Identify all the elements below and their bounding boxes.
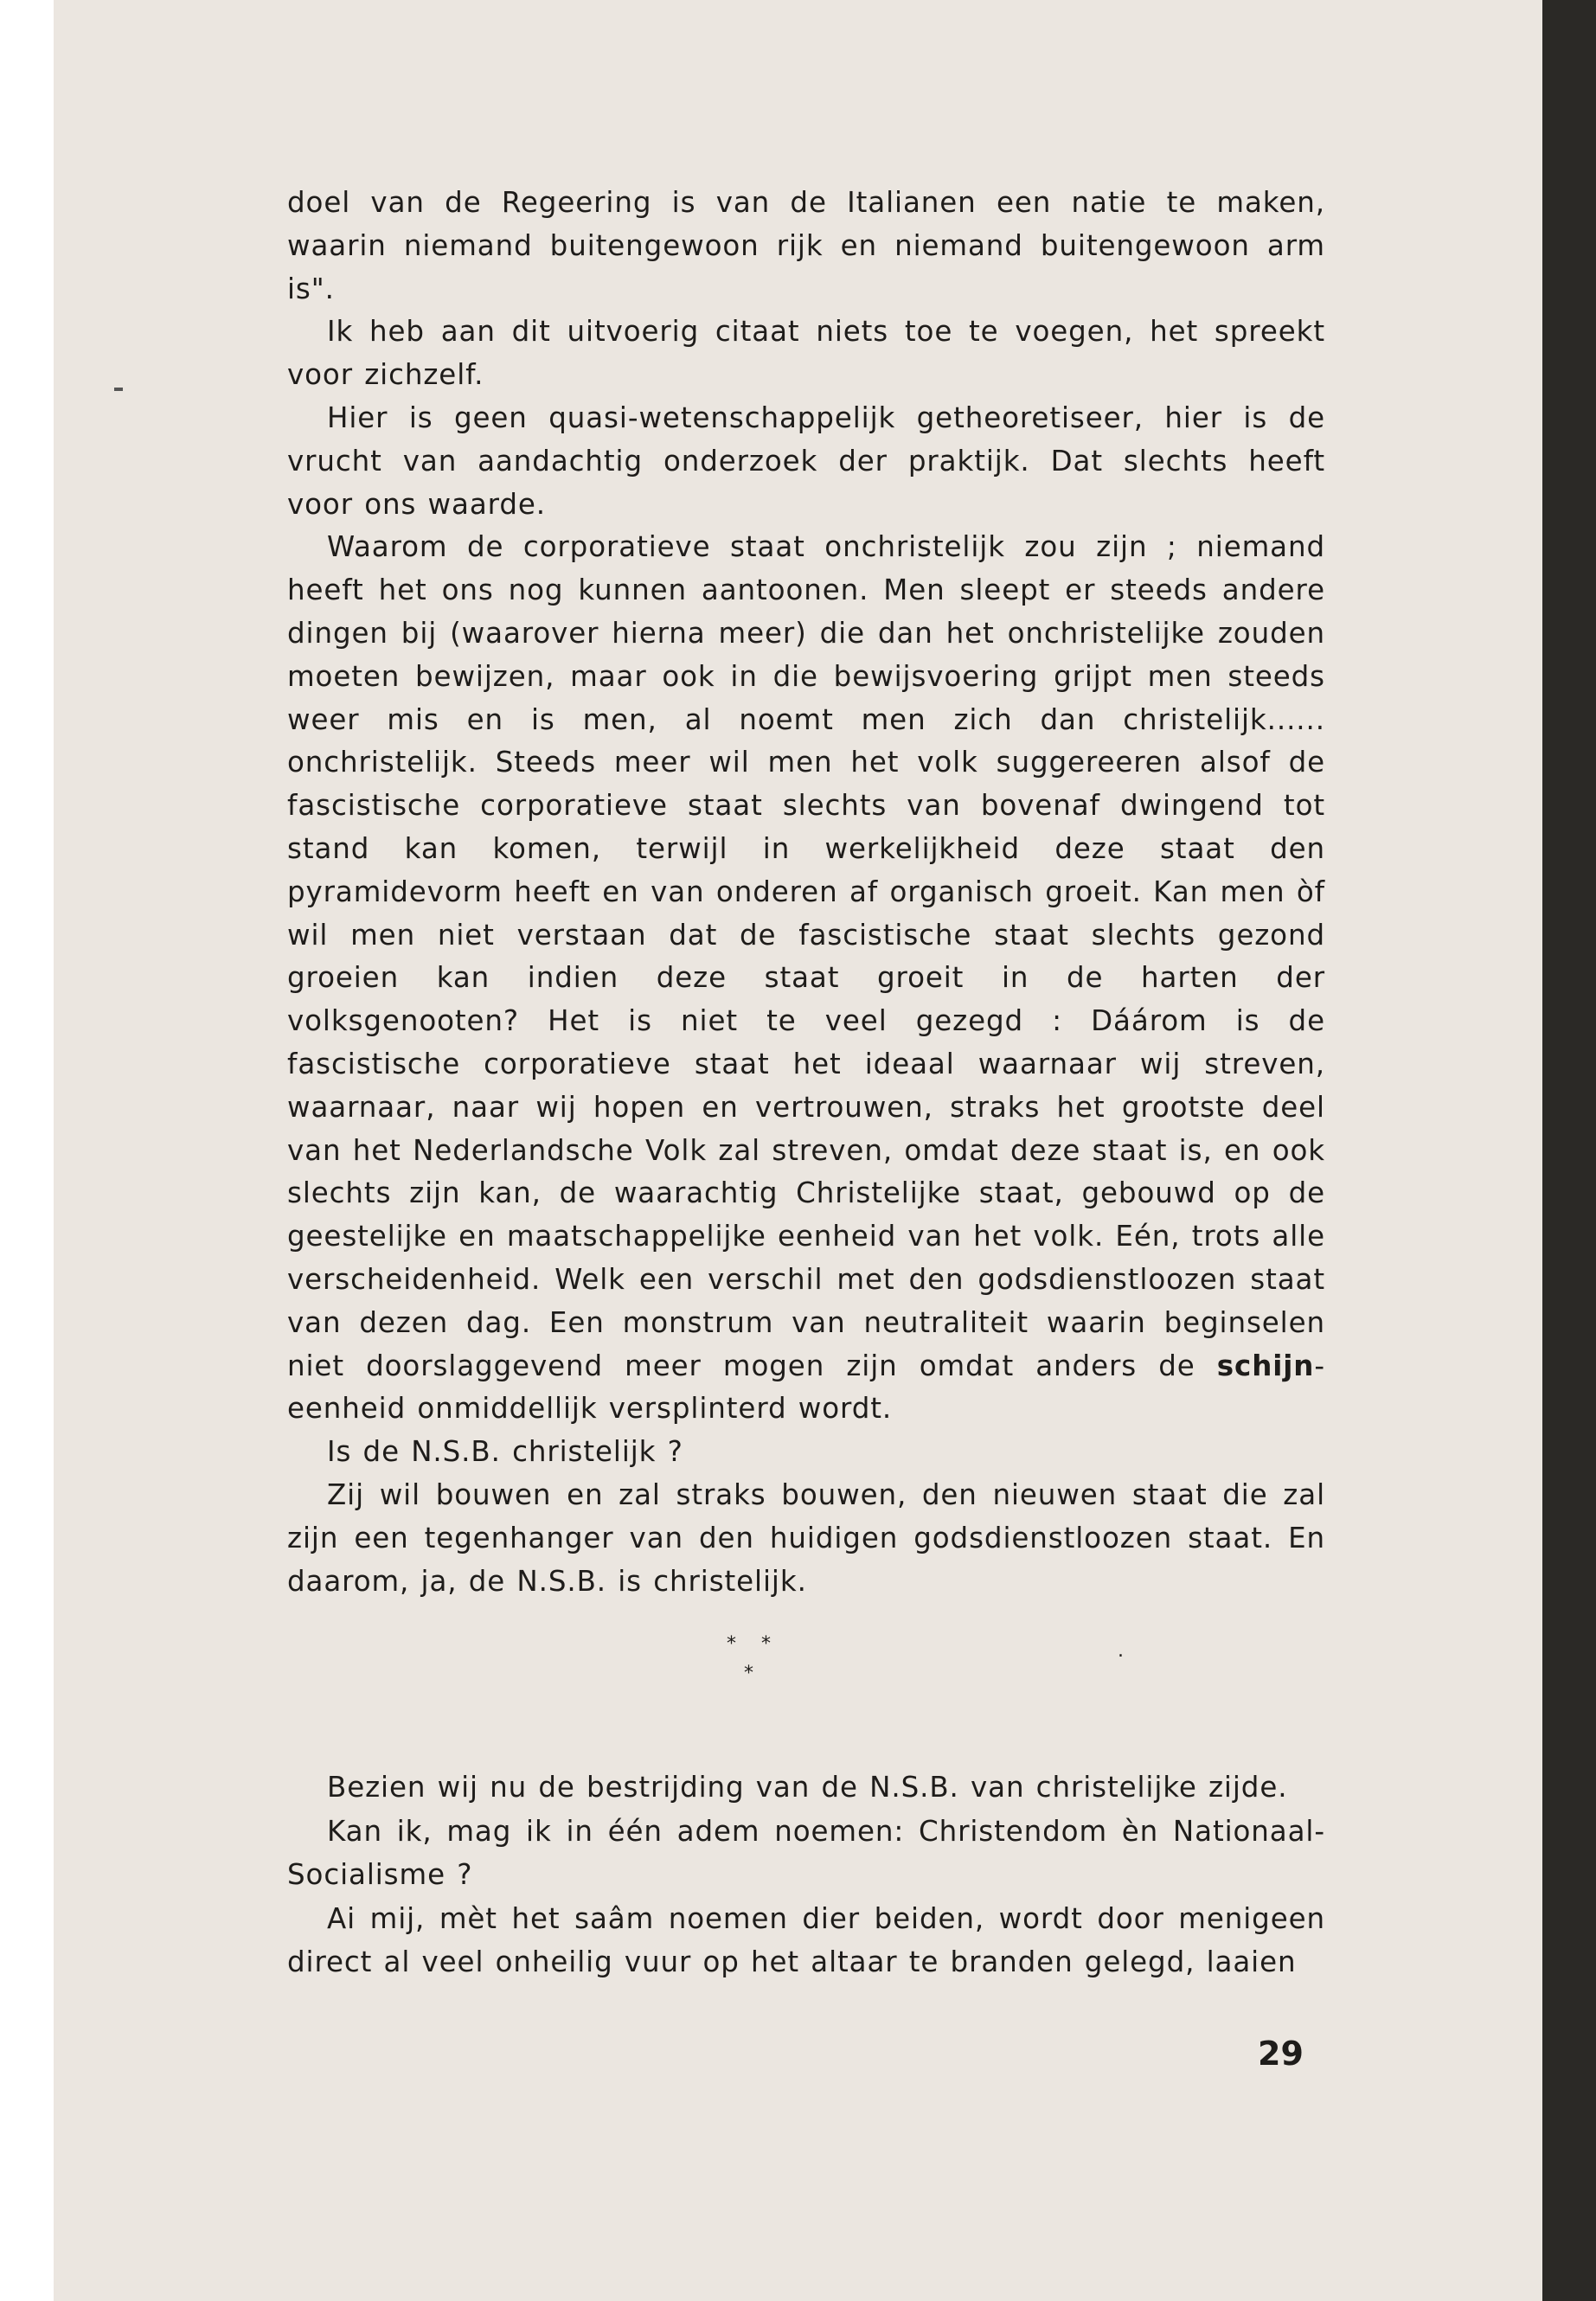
page-number: 29 <box>1258 2035 1304 2073</box>
paragraph-text: Waarom de corporatieve staat onchristelijk zou zijn ; niemand heeft het ons nog kunnen aantoonen. Men sleept er steeds andere dingen bij (waarover hierna meer) die dan het onchristelijke zouden moeten bewijzen, maar ook in die bewijsvoering grijpt men steeds weer mis en is men, al noemt men zich dan christelijk...... onchristelijk. Steeds meer wil men het volk suggereeren alsof de fascistische corporatieve staat slechts van bovenaf dwingend tot stand kan komen, terwijl in werkelijkheid deze staat den pyramidevorm heeft en van onderen af organisch groeit. Kan men òf wil men niet verstaan dat de fascistische staat slechts gezond groeien kan indien deze staat groeit in de harten der volksgenooten? Het is niet te veel gezegd : Dáárom is de fascistische corporatieve staat het ideaal waarnaar wij streven, waarnaar, naar wij hopen en vertrouwen, straks het grootste deel van het Nederlandsche Volk zal streven, omdat deze staat is, en ook slechts zijn kan, de waarachtig Christelijke staat, gebouwd op de geestelijke en maatschappelijke eenheid van het volk. Eén, trots alle verscheidenheid. Welk een verschil met den godsdienstloozen staat van dezen dag. Een monstrum van neutraliteit waarin beginselen niet doorslaggevend meer mogen zijn omdat anders de <box>287 530 1325 1382</box>
paragraph: doel van de Regeering is van de Italianen een natie te maken, waarin niemand buitengewoon rijk en niemand buitengewoon arm is". <box>287 186 1325 305</box>
paragraph: Zij wil bouwen en zal straks bouwen, den nieuwen staat die zal zijn een tegenhanger van den huidigen godsdienstloozen staat. En daarom, ja, de N.S.B. is christelijk. <box>287 1477 1325 1598</box>
asterisk: * <box>761 1633 771 1655</box>
paragraph: Ik heb aan dit uitvoerig citaat niets toe te voegen, het spreekt voor zichzelf. <box>287 315 1325 392</box>
margin-mark <box>114 388 123 391</box>
section-separator <box>54 1633 1542 1702</box>
scan-right-edge <box>1542 0 1596 2301</box>
body-text-top <box>287 182 1325 1603</box>
asterisk: * <box>744 1663 753 1684</box>
paragraph: Kan ik, mag ik in één adem noemen: Christendom èn Nationaal-Socialisme ? <box>287 1814 1325 1891</box>
book-page <box>54 0 1542 2301</box>
stray-dot: . <box>1118 1640 1124 1662</box>
paragraph: Is de N.S.B. christelijk ? <box>327 1435 683 1469</box>
emphasized-word: schijn <box>1216 1349 1315 1382</box>
paragraph: Ai mij, mèt het saâm noemen dier beiden, wordt door menigeen direct al veel onheilig vuur op het altaar te branden gelegd, laaien <box>287 1901 1325 1978</box>
asterisk: * <box>727 1633 736 1655</box>
paragraph: Hier is geen quasi-wetenschappelijk getheoretiseer, hier is de vrucht van aandachtig onderzoek der praktijk. Dat slechts heeft voor ons waarde. <box>287 401 1325 521</box>
paragraph: Bezien wij nu de bestrijding van de N.S.B. van christelijke zijde. <box>327 1771 1288 1804</box>
paragraph <box>287 526 1325 1431</box>
paragraph-text-end: -eenheid onmiddellijk versplinterd wordt. <box>287 1349 1325 1426</box>
scan-left-margin <box>0 0 54 2301</box>
body-text-bottom <box>287 1766 1325 1984</box>
